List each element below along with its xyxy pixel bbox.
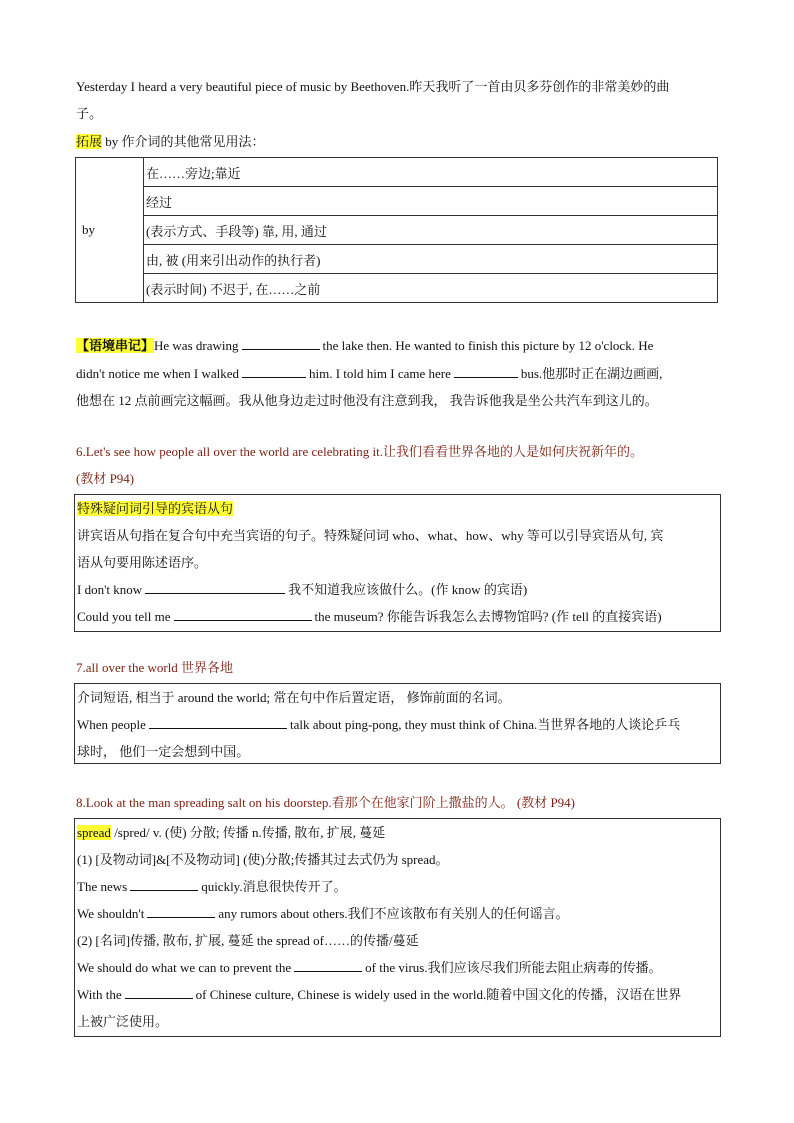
context-text: didn't notice me when I walked <box>76 366 239 381</box>
example-text: When people <box>77 717 146 732</box>
item8-word-entry <box>77 822 385 841</box>
by-usage-table <box>75 157 718 303</box>
by-label-cell: by <box>76 158 144 303</box>
example-text: The news <box>77 879 128 894</box>
item8-example2 <box>77 903 569 922</box>
item8-point2: (2) [名词]传播, 散布, 扩展, 蔓延 the spread of……的传播/蔓延 <box>77 933 419 948</box>
example-text: We shouldn't <box>77 906 145 921</box>
context-line3: 他想在 12 点前画完这幅画。我从他身边走过时他没有注意到我， 我告诉他我是坐公共汽车到这儿的。 <box>76 393 658 408</box>
example-text: any rumors about others.我们不应该散布有关别人的任何谣言。 <box>218 906 569 921</box>
by-usage-row: 在……旁边;靠近 <box>144 158 718 187</box>
tuozhan-heading <box>76 131 265 150</box>
context-text: He was drawing <box>154 338 239 353</box>
example-text: 我不知道我应该做什么。(作 know 的宾语) <box>288 582 528 597</box>
context-text: bus.他那时正在湖边画画, <box>520 366 663 381</box>
example-text: talk about ping-pong, they must think of China.当世界各地的人谈论乒乓 <box>289 717 681 732</box>
item8-example1 <box>77 876 347 895</box>
item7-desc: 介词短语, 相当于 around the world; 常在句中作后置定语， 修饰前面的名词。 <box>77 690 511 705</box>
item6-box <box>74 494 721 632</box>
fill-blank[interactable] <box>454 376 518 378</box>
item7-heading: 7.all over the world 世界各地 <box>76 660 234 675</box>
fill-blank[interactable] <box>147 916 215 918</box>
item8-example4 <box>77 984 681 1003</box>
item7-box <box>74 683 721 764</box>
context-line1 <box>76 335 653 354</box>
item8-word-def: /spred/ v. (使) 分散; 传播 n.传播, 散布, 扩展, 蔓延 <box>110 825 386 840</box>
fill-blank[interactable] <box>174 619 312 621</box>
item6-heading: 6.Let's see how people all over the world are celebrating it.让我们看看世界各地的人是如何庆祝新年的。 <box>76 444 644 459</box>
fill-blank[interactable] <box>125 997 193 999</box>
by-usage-row: (表示方式、手段等) 靠, 用, 通过 <box>144 216 718 245</box>
fill-blank[interactable] <box>149 727 287 729</box>
item6-textbook-ref: (教材 P94) <box>76 471 135 486</box>
item8-box <box>74 818 721 1037</box>
intro-sentence-line2: 子。 <box>76 106 103 121</box>
example-text: of the virus.我们应该尽我们所能去阻止病毒的传播。 <box>365 960 662 975</box>
fill-blank[interactable] <box>145 592 285 594</box>
tuozhan-title: by 作介词的其他常见用法： <box>102 134 265 149</box>
item8-point1: (1) [及物动词]&[不及物动词] (使)分散;传播其过去式仍为 spread。 <box>77 852 449 867</box>
by-usage-row: 经过 <box>144 187 718 216</box>
item6-example1 <box>77 579 527 598</box>
context-line2 <box>76 363 662 382</box>
item6-desc1: 讲宾语从句指在复合句中充当宾语的句子。特殊疑问词 who、what、how、why 等可以引导宾语从句, 宾 <box>77 528 664 543</box>
fill-blank[interactable] <box>242 348 320 350</box>
intro-sentence-line1: Yesterday I heard a very beautiful piece of music by Beethoven.昨天我听了一首由贝多芬创作的非常美妙的曲 <box>76 79 670 94</box>
item7-example2: 球时， 他们一定会想到中国。 <box>77 744 250 759</box>
by-usage-row: (表示时间) 不迟于, 在……之前 <box>144 274 718 303</box>
context-text: him. I told him I came here <box>309 366 451 381</box>
tuozhan-tag: 拓展 <box>76 134 103 149</box>
example-text: With the <box>77 987 122 1002</box>
example-text: We should do what we can to prevent the <box>77 960 292 975</box>
fill-blank[interactable] <box>242 376 306 378</box>
context-tag: 【语境串记】 <box>76 338 155 353</box>
item8-example3 <box>77 957 662 976</box>
item6-desc2: 语从句要用陈述语序。 <box>77 555 208 570</box>
by-usage-row: 由, 被 (用来引出动作的执行者) <box>144 245 718 274</box>
item6-box-title: 特殊疑问词引导的宾语从句 <box>77 501 234 516</box>
example-text: of Chinese culture, Chinese is widely used in the world.随着中国文化的传播，汉语在世界 <box>195 987 682 1002</box>
example-text: the museum? 你能告诉我怎么去博物馆吗? (作 tell 的直接宾语) <box>314 609 662 624</box>
item6-example2 <box>77 606 662 625</box>
item8-heading: 8.Look at the man spreading salt on his doorstep.看那个在他家门阶上撒盐的人。 (教材 P94) <box>76 795 576 810</box>
fill-blank[interactable] <box>294 970 362 972</box>
example-text: quickly.消息很快传开了。 <box>201 879 347 894</box>
item8-example5: 上被广泛使用。 <box>77 1014 169 1029</box>
fill-blank[interactable] <box>130 889 198 891</box>
example-text: I don't know <box>77 582 143 597</box>
item7-example1 <box>77 714 680 733</box>
example-text: Could you tell me <box>77 609 171 624</box>
context-text: the lake then. He wanted to finish this picture by 12 o'clock. He <box>322 338 654 353</box>
item8-word: spread <box>77 825 111 840</box>
